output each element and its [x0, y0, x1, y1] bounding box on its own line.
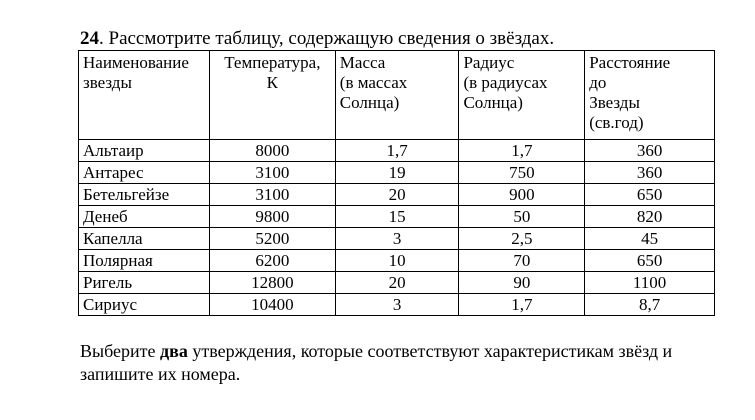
- cell-distance: 1100: [585, 272, 715, 294]
- header-line: Масса: [339, 53, 386, 72]
- header-line: Звезды: [589, 93, 640, 112]
- cell-distance: 360: [585, 140, 715, 162]
- cell-star-name: Альтаир: [79, 140, 210, 162]
- cell-star-name: Капелла: [79, 228, 210, 250]
- header-line: Наименование: [83, 53, 189, 72]
- question-text: . Рассмотрите таблицу, содержащую сведения о звёздах.: [99, 28, 555, 49]
- instruction-bold: два: [160, 341, 188, 361]
- table-row: [79, 250, 715, 272]
- header-radius: [459, 51, 585, 140]
- cell-temperature: 6200: [209, 250, 335, 272]
- cell-star-name: Бетельгейзе: [79, 184, 210, 206]
- table-row: [79, 140, 715, 162]
- cell-distance: 650: [585, 250, 715, 272]
- cell-distance: 45: [585, 228, 715, 250]
- stars-table: [78, 50, 715, 316]
- cell-distance: 8,7: [585, 294, 715, 316]
- header-star-name: [79, 51, 210, 140]
- cell-distance: 820: [585, 206, 715, 228]
- question-number: 24: [80, 28, 99, 49]
- cell-star-name: Антарес: [79, 162, 210, 184]
- table-row: [79, 162, 715, 184]
- cell-temperature: 5200: [209, 228, 335, 250]
- instruction-before: Выберите: [80, 341, 160, 361]
- instruction-text: [80, 340, 720, 386]
- cell-star-name: Полярная: [79, 250, 210, 272]
- table-header-row: [79, 51, 715, 140]
- cell-mass: 1,7: [335, 140, 459, 162]
- cell-radius: 900: [459, 184, 585, 206]
- table-row: [79, 272, 715, 294]
- table-row: [79, 228, 715, 250]
- cell-radius: 2,5: [459, 228, 585, 250]
- header-line: Солнца): [463, 93, 523, 112]
- cell-mass: 3: [335, 294, 459, 316]
- header-line: до: [589, 73, 607, 92]
- cell-radius: 70: [459, 250, 585, 272]
- cell-mass: 15: [335, 206, 459, 228]
- header-line: Радиус: [463, 53, 515, 72]
- header-distance: [585, 51, 715, 140]
- header-line: (в радиусах: [463, 73, 548, 92]
- table-row: [79, 184, 715, 206]
- header-line: К: [266, 73, 279, 92]
- cell-temperature: 12800: [209, 272, 335, 294]
- cell-temperature: 3100: [209, 162, 335, 184]
- cell-radius: 90: [459, 272, 585, 294]
- header-temperature: [209, 51, 335, 140]
- cell-mass: 20: [335, 272, 459, 294]
- cell-mass: 3: [335, 228, 459, 250]
- header-line: Расстояние: [589, 53, 671, 72]
- header-line: звезды: [83, 73, 132, 92]
- cell-radius: 1,7: [459, 140, 585, 162]
- instruction-after: утверждения, которые соответствуют характеристикам звёзд и запишите их номера.: [80, 341, 673, 384]
- header-line: (св.год): [589, 113, 644, 132]
- cell-mass: 10: [335, 250, 459, 272]
- table-row: [79, 206, 715, 228]
- header-mass: [335, 51, 459, 140]
- cell-star-name: Денеб: [79, 206, 210, 228]
- cell-temperature: 9800: [209, 206, 335, 228]
- table-row: [79, 294, 715, 316]
- header-line: Солнца): [339, 93, 400, 112]
- cell-temperature: 3100: [209, 184, 335, 206]
- cell-distance: 360: [585, 162, 715, 184]
- cell-star-name: Сириус: [79, 294, 210, 316]
- cell-star-name: Ригель: [79, 272, 210, 294]
- cell-radius: 1,7: [459, 294, 585, 316]
- cell-temperature: 8000: [209, 140, 335, 162]
- cell-distance: 650: [585, 184, 715, 206]
- header-line: (в массах: [339, 73, 408, 92]
- cell-mass: 19: [335, 162, 459, 184]
- header-line: Температура,: [224, 53, 321, 72]
- question-title: [80, 28, 554, 50]
- cell-radius: 750: [459, 162, 585, 184]
- cell-radius: 50: [459, 206, 585, 228]
- cell-mass: 20: [335, 184, 459, 206]
- cell-temperature: 10400: [209, 294, 335, 316]
